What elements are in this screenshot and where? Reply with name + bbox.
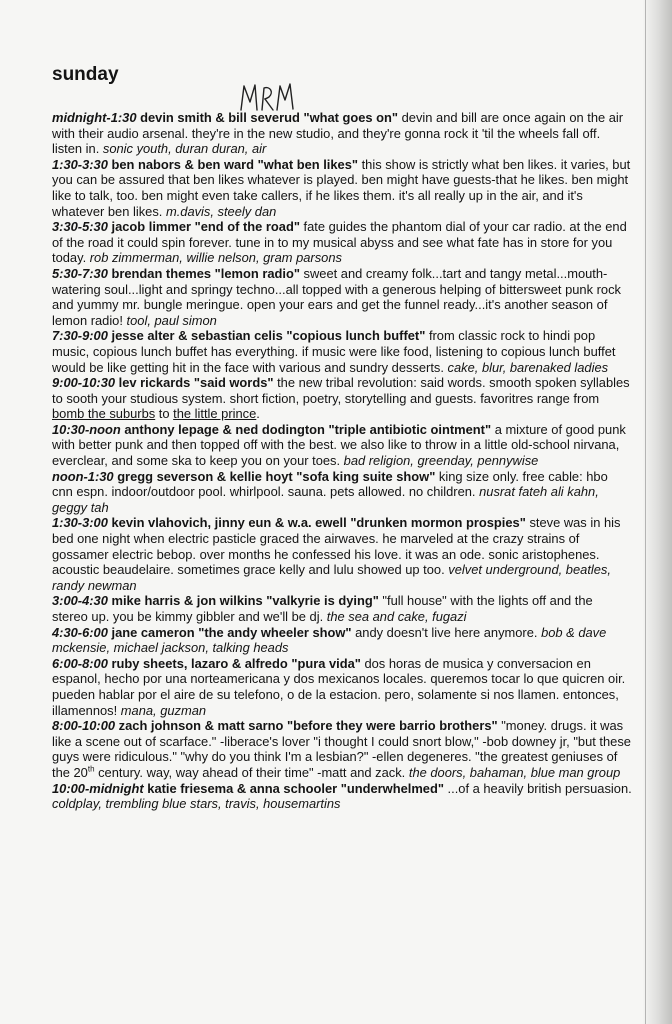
entry-hosts: katie friesema & anna schooler (147, 780, 338, 796)
entry-show-title: "said words" (193, 375, 274, 391)
entry-hosts: brendan themes (111, 265, 212, 281)
entry-artists: mana, guzman (120, 702, 207, 718)
schedule-entry (52, 375, 632, 422)
schedule-entry (52, 625, 632, 656)
entry-artists: m.davis, steely dan (165, 203, 277, 219)
schedule-entry (52, 110, 632, 157)
entry-description: dos horas de musica y conversacion en espanol, hecho por una norteamericana y dos mexicanos locales. queremos tocar lo que quicren oir. pueden hablar por el aire de su telefono, o de la estacion. pero, solamente si nos llamen. entonces, illamennos! (52, 655, 626, 718)
entry-hosts: jesse alter & sebastian celis (111, 328, 283, 344)
entry-time: 3:30-5:30 (52, 219, 108, 235)
entry-description: sweet and creamy folk...tart and tangy metal...mouth-watering soul...light and springy techno...all topped with a generous helping of bittersweet punk rock and yummy mr. bungle meringue. open your ears and get the funnel ready...it's another season of lemon radio! (52, 265, 621, 328)
entry-artists: velvet underground, beatles, randy newman (52, 562, 611, 593)
entry-artists: cake, blur, barenaked ladies (447, 359, 609, 375)
schedule-entry (52, 718, 632, 780)
schedule-entry (52, 593, 632, 624)
entry-show-title: "triple antibiotic ointment" (328, 421, 492, 437)
entry-show-title: "underwhelmed" (340, 780, 444, 796)
entry-show-title: "the andy wheeler show" (198, 624, 352, 640)
page-edge-shadow (642, 0, 672, 1024)
entry-show-title: "sofa king suite show" (296, 468, 436, 484)
entry-description: "money. drugs. it was like a scene out of scarface." -liberace's lover "i thought I could snort blow," -bob downey jr, "but these guys were ridiculous." "why do you think I'm a lesbian?" -ellen degeneres. "the greatest geniuses of the 20 (52, 718, 631, 780)
entry-hosts: lev rickards (118, 375, 191, 391)
entry-description: the new tribal revolution: said words. smooth spoken syllables to sooth your studious system. short fiction, poetry, storytelling and guests. favoritres range from (52, 375, 630, 406)
entry-book-title: bomb the suburbs (52, 406, 156, 422)
entry-connector-text: to (158, 406, 170, 422)
entry-time: 5:30-7:30 (52, 265, 108, 281)
entry-time: 3:00-4:30 (52, 593, 108, 609)
entry-artists: nusrat fateh ali kahn, geggy tah (52, 484, 599, 515)
entry-description: fate guides the phantom dial of your car radio. at the end of the road it could spin forever. tune in to my musical abyss and see what fate has in store for you today. (52, 219, 627, 266)
schedule-entry (52, 328, 632, 375)
entry-time: 9:00-10:30 (52, 375, 116, 391)
entry-artists: the sea and cake, fugazi (326, 609, 467, 624)
schedule-entry (52, 656, 632, 718)
entry-show-title: "what ben likes" (257, 156, 358, 172)
entry-show-title: "lemon radio" (214, 265, 300, 281)
schedule-entry (52, 157, 632, 219)
entry-description: devin and bill are once again on the air with their audio arsenal. they're in the new studio, and they're gonna rock it 'til the wheels fall off. listen in. (52, 110, 624, 157)
entry-description: steve was in his bed one night when electric pasticle graced the airwaves. he marveled at the crazy strains of gossamer electric bebop. over months he confessed his love. it was an ode. sonic aristophenes. acoustic beaudelaire. sometimes grace kelly and lulu showed up too. (52, 515, 621, 578)
schedule-entry (52, 781, 632, 812)
entry-hosts: jane cameron (111, 624, 195, 640)
entry-time: midnight-1:30 (52, 110, 137, 125)
entry-hosts: kevin vlahovich, jinny eun & w.a. ewell (111, 515, 347, 531)
schedule-entry (52, 469, 632, 516)
entry-time: 4:30-6:00 (52, 624, 108, 640)
entry-description: ...of a heavily british persuasion. (447, 780, 632, 796)
entry-hosts: ben nabors & ben ward (111, 156, 255, 172)
entry-hosts: jacob limmer (111, 219, 192, 235)
entry-show-title: "pura vida" (291, 655, 361, 671)
entry-show-title: "end of the road" (194, 219, 300, 235)
schedule-entry (52, 515, 632, 593)
entry-description-cont: century. way, way ahead of their time" -matt and zack. (98, 764, 406, 780)
entry-hosts: ruby sheets, lazaro & alfredo (111, 655, 288, 671)
entry-show-title: "drunken mormon prospies" (350, 515, 526, 531)
entry-artists: bob & dave mckensie, michael jackson, talking heads (52, 624, 607, 656)
entry-superscript: th (87, 764, 95, 774)
entry-show-title: "before they were barrio brothers" (286, 718, 498, 734)
entry-book-title: the little prince (173, 406, 257, 422)
entry-time: 10:30-noon (52, 421, 121, 437)
entry-time: 6:00-8:00 (52, 655, 108, 671)
entry-description: a mixture of good punk with better punk and then topped off with the best. we also like to throw in a little old-school nirvana, everclear, and some ska to keep you on your toes. (52, 421, 626, 469)
entry-artists: bad religion, greenday, pennywise (343, 453, 539, 469)
entry-artists: the doors, bahaman, blue man group (408, 764, 621, 780)
entry-description: from classic rock to hindi pop music, copious lunch buffet has everything. if music were like food, listening to copious lunch buffet would be like getting hit in the face with various and sundry desserts. (52, 328, 616, 375)
page-heading: sunday (52, 64, 119, 85)
entry-artists: rob zimmerman, willie nelson, gram parsons (89, 250, 342, 266)
schedule-entry (52, 219, 632, 266)
entry-description: this show is strictly what ben likes. it varies, but you can be assured that ben likes whatever is played. ben might have guests-that he likes. ben might like to talk, too. ben might even take callers, if he likes them. it's all really up in the air, and it's whatever ben likes. (52, 156, 631, 219)
entry-hosts: zach johnson & matt sarno (118, 718, 284, 734)
entry-end-punctuation: . (256, 406, 260, 422)
entry-show-title: "what goes on" (303, 110, 399, 125)
entry-artists: coldplay, trembling blue stars, travis, housemartins (52, 796, 341, 812)
entry-hosts: gregg severson & kellie hoyt (117, 468, 293, 484)
schedule-entry (52, 266, 632, 328)
entry-description: andy doesn't live here anymore. (355, 624, 538, 640)
entry-description: "full house" with the lights off and the stereo up. you be kimmy gibbler and we'll be dj. (52, 593, 593, 624)
entry-hosts: devin smith & bill severud (140, 110, 300, 125)
schedule-list (52, 110, 632, 812)
entry-time: 1:30-3:00 (52, 515, 108, 531)
entry-artists: tool, paul simon (126, 312, 217, 328)
entry-show-title: "copious lunch buffet" (286, 328, 426, 344)
entry-artists: sonic youth, duran duran, air (102, 141, 267, 157)
entry-description: king size only. free cable: hbo cnn espn. indoor/outdoor pool. whirlpool. sauna. pets allowed. no children. (52, 468, 608, 500)
entry-hosts: mike harris & jon wilkins (111, 593, 263, 609)
entry-hosts: anthony lepage & ned dodington (124, 421, 325, 437)
entry-time: 10:00-midnight (52, 780, 144, 796)
entry-time: 8:00-10:00 (52, 718, 116, 734)
entry-time: noon-1:30 (52, 468, 114, 484)
schedule-entry (52, 422, 632, 469)
entry-time: 1:30-3:30 (52, 156, 108, 172)
entry-show-title: "valkyrie is dying" (266, 593, 379, 609)
entry-time: 7:30-9:00 (52, 328, 108, 344)
